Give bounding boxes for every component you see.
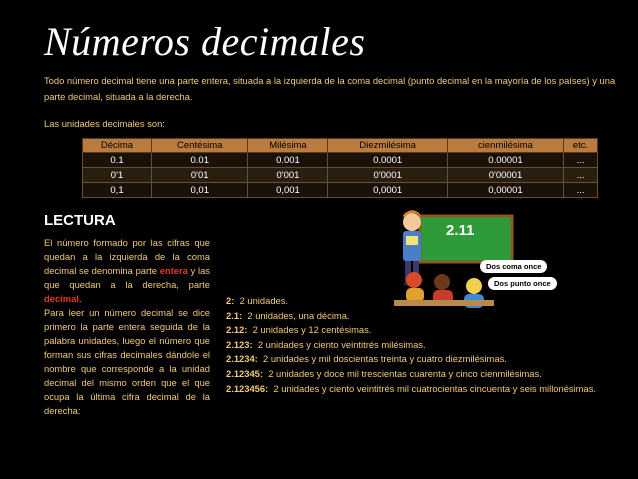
table-header: cienmilésima	[447, 139, 563, 153]
para-text: El número formado por las cifras que quedan a la izquierda de la coma decimal se denomina parte	[44, 237, 210, 276]
example-text: 2 unidades.	[239, 295, 289, 306]
table-header: Diezmilésima	[328, 139, 447, 153]
student-head	[434, 274, 450, 290]
table-header-row	[83, 139, 598, 153]
table-cell: 0'0001	[328, 168, 447, 183]
example-row	[226, 309, 631, 324]
table-header: etc.	[564, 139, 598, 153]
example-text: 2 unidades y doce mil trescientas cuarenta y cinco cienmilésimas.	[268, 367, 542, 379]
table-header: Centésima	[152, 139, 248, 153]
table-cell: 0'001	[248, 168, 328, 183]
example-text: 2 unidades y ciento veintitrés milésimas.	[257, 338, 426, 350]
example-number: 2.123:	[226, 338, 253, 350]
example-number: 2:	[226, 295, 235, 306]
example-number: 2.123456:	[226, 382, 269, 394]
table-header: Décima	[83, 139, 152, 153]
table-cell: 0'1	[83, 168, 152, 183]
example-row	[226, 294, 631, 309]
para-text: y las que quedan a la derecha, parte	[44, 265, 210, 290]
example-row	[226, 323, 631, 338]
student-head	[406, 272, 422, 288]
table-cell: ...	[564, 168, 598, 183]
table-cell: ...	[564, 153, 598, 168]
highlight-decimal: decimal	[44, 293, 79, 304]
example-number: 2.1234:	[226, 353, 258, 365]
student-head	[466, 278, 482, 294]
table-cell: ...	[564, 183, 598, 198]
examples-list	[226, 294, 631, 396]
lectura-paragraph	[44, 236, 210, 418]
decimal-units-table	[82, 138, 598, 198]
section-heading: LECTURA	[44, 212, 116, 229]
table-cell: 0,001	[248, 183, 328, 198]
table-header: Milésima	[248, 139, 328, 153]
example-row	[226, 382, 631, 397]
table-row	[83, 183, 598, 198]
intro-text: Todo número decimal tiene una parte entera, situada a la izquierda de la coma decimal (punto decimal en la mayoría de los países) y una parte decimal, situada a la derecha.	[44, 75, 616, 102]
para-text: Para leer un número decimal se dice primero la parte entera seguida de la palabra unidades, luego el número que forman sus cifras decimales dándole el nombre que corresponde a la unidad decimal del mismo orden que el que ocupa la última cifra decimal de la derecha:	[44, 307, 210, 416]
table-cell: 0,1	[83, 183, 152, 198]
example-number: 2.12:	[226, 324, 248, 336]
example-row	[226, 338, 631, 353]
example-row	[226, 352, 631, 367]
highlight-entera: entera	[159, 265, 188, 276]
page-title: Números decimales	[44, 19, 366, 64]
table-cell: 0,00001	[447, 183, 563, 198]
example-text: 2 unidades y ciento veintitrés mil cuatrocientas cincuenta y seis millonésimas.	[273, 382, 596, 394]
table-cell: 0.00001	[447, 153, 563, 168]
table-cell: 0.01	[152, 153, 248, 168]
example-text: 2 unidades y 12 centésimas.	[252, 324, 372, 336]
table-cell: 0.1	[83, 153, 152, 168]
table-row	[83, 168, 598, 183]
table-cell: 0'00001	[447, 168, 563, 183]
example-text: 2 unidades y mil doscientas treinta y cuatro diezmilésimas.	[263, 353, 507, 365]
para-text: .	[78, 293, 82, 304]
units-lead-text: Las unidades decimales son:	[44, 118, 165, 129]
table-cell: 0,01	[152, 183, 248, 198]
table-cell: 0,0001	[328, 183, 447, 198]
board-text: 2.11	[446, 222, 475, 239]
example-text: 2 unidades, una décima.	[247, 309, 350, 321]
speech-bubble: Dos punto once	[488, 277, 557, 290]
example-number: 2.1:	[226, 309, 243, 321]
table-cell: 0.001	[248, 153, 328, 168]
example-row	[226, 367, 631, 382]
table-cell: 0.0001	[328, 153, 447, 168]
speech-bubble: Dos coma once	[480, 260, 547, 273]
teacher-body	[403, 231, 421, 261]
table-row	[83, 153, 598, 168]
table-cell: 0'01	[152, 168, 248, 183]
example-number: 2.12345:	[226, 367, 264, 379]
